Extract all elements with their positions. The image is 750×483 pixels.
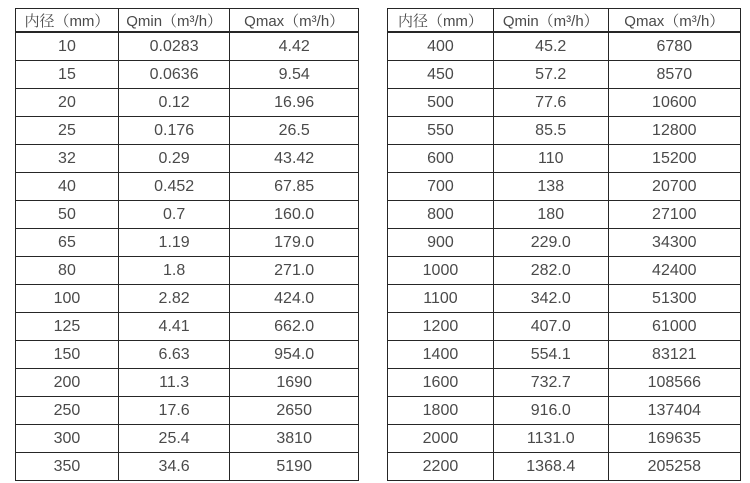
qmax-cell: 179.0 <box>230 229 359 257</box>
table-row <box>388 369 741 397</box>
qmin-cell: 4.41 <box>118 313 229 341</box>
qmin-cell: 342.0 <box>493 285 608 313</box>
qmax-cell: 160.0 <box>230 201 359 229</box>
diameter-cell: 700 <box>388 173 494 201</box>
table-header-row <box>388 9 741 33</box>
diameter-cell: 1800 <box>388 397 494 425</box>
table-row <box>388 453 741 481</box>
qmin-cell: 1131.0 <box>493 425 608 453</box>
qmax-cell: 205258 <box>608 453 740 481</box>
table-row <box>388 61 741 89</box>
diameter-cell: 32 <box>16 145 119 173</box>
diameter-cell: 450 <box>388 61 494 89</box>
diameter-cell: 10 <box>16 32 119 61</box>
diameter-cell: 20 <box>16 89 119 117</box>
qmin-cell: 1.19 <box>118 229 229 257</box>
qmin-cell: 1.8 <box>118 257 229 285</box>
qmin-column-header: Qmin（m³/h） <box>118 9 229 33</box>
diameter-cell: 500 <box>388 89 494 117</box>
qmax-cell: 4.42 <box>230 32 359 61</box>
table-row <box>388 117 741 145</box>
diameter-column-header: 内径（mm） <box>16 9 119 33</box>
diameter-cell: 50 <box>16 201 119 229</box>
diameter-cell: 1100 <box>388 285 494 313</box>
qmax-cell: 67.85 <box>230 173 359 201</box>
qmin-cell: 6.63 <box>118 341 229 369</box>
diameter-cell: 65 <box>16 229 119 257</box>
diameter-cell: 1400 <box>388 341 494 369</box>
diameter-cell: 125 <box>16 313 119 341</box>
qmin-cell: 110 <box>493 145 608 173</box>
diameter-column-header: 内径（mm） <box>388 9 494 33</box>
diameter-cell: 100 <box>16 285 119 313</box>
diameter-cell: 80 <box>16 257 119 285</box>
diameter-cell: 40 <box>16 173 119 201</box>
qmin-cell: 0.7 <box>118 201 229 229</box>
qmax-cell: 51300 <box>608 285 740 313</box>
qmin-cell: 1368.4 <box>493 453 608 481</box>
table-row <box>16 32 359 61</box>
table-row <box>388 313 741 341</box>
table-row <box>16 369 359 397</box>
table-row <box>388 285 741 313</box>
diameter-cell: 400 <box>388 32 494 61</box>
table-row <box>16 453 359 481</box>
qmin-cell: 180 <box>493 201 608 229</box>
qmax-cell: 137404 <box>608 397 740 425</box>
diameter-cell: 25 <box>16 117 119 145</box>
qmax-cell: 6780 <box>608 32 740 61</box>
qmax-cell: 43.42 <box>230 145 359 173</box>
table-row <box>16 201 359 229</box>
table-row <box>16 285 359 313</box>
table-row <box>16 145 359 173</box>
qmax-cell: 954.0 <box>230 341 359 369</box>
diameter-cell: 600 <box>388 145 494 173</box>
qmin-cell: 77.6 <box>493 89 608 117</box>
table-row <box>388 173 741 201</box>
table-row <box>16 425 359 453</box>
qmin-cell: 138 <box>493 173 608 201</box>
table-row <box>16 173 359 201</box>
table-row <box>388 32 741 61</box>
qmin-cell: 11.3 <box>118 369 229 397</box>
qmin-cell: 732.7 <box>493 369 608 397</box>
table-row <box>388 425 741 453</box>
diameter-cell: 200 <box>16 369 119 397</box>
table-row <box>16 397 359 425</box>
flow-spec-table-right <box>387 8 741 481</box>
table-row <box>388 201 741 229</box>
qmin-cell: 0.0283 <box>118 32 229 61</box>
qmax-cell: 1690 <box>230 369 359 397</box>
diameter-cell: 1000 <box>388 257 494 285</box>
qmax-cell: 2650 <box>230 397 359 425</box>
table-row <box>388 397 741 425</box>
qmin-cell: 554.1 <box>493 341 608 369</box>
qmax-cell: 15200 <box>608 145 740 173</box>
qmax-cell: 9.54 <box>230 61 359 89</box>
diameter-cell: 1200 <box>388 313 494 341</box>
qmax-cell: 424.0 <box>230 285 359 313</box>
qmin-cell: 34.6 <box>118 453 229 481</box>
table-row <box>16 61 359 89</box>
qmax-cell: 26.5 <box>230 117 359 145</box>
diameter-cell: 900 <box>388 229 494 257</box>
diameter-cell: 2200 <box>388 453 494 481</box>
diameter-cell: 800 <box>388 201 494 229</box>
diameter-cell: 1600 <box>388 369 494 397</box>
table-row <box>388 89 741 117</box>
qmax-column-header: Qmax（m³/h） <box>230 9 359 33</box>
diameter-cell: 15 <box>16 61 119 89</box>
qmin-cell: 57.2 <box>493 61 608 89</box>
qmin-cell: 85.5 <box>493 117 608 145</box>
table-row <box>388 341 741 369</box>
qmax-cell: 61000 <box>608 313 740 341</box>
qmax-column-header: Qmax（m³/h） <box>608 9 740 33</box>
table-row <box>16 341 359 369</box>
qmax-cell: 83121 <box>608 341 740 369</box>
table-row <box>16 89 359 117</box>
qmin-cell: 0.452 <box>118 173 229 201</box>
qmin-cell: 229.0 <box>493 229 608 257</box>
qmin-cell: 45.2 <box>493 32 608 61</box>
qmax-cell: 271.0 <box>230 257 359 285</box>
diameter-cell: 300 <box>16 425 119 453</box>
qmin-cell: 407.0 <box>493 313 608 341</box>
table-row <box>16 229 359 257</box>
qmax-cell: 16.96 <box>230 89 359 117</box>
table-row <box>16 313 359 341</box>
diameter-cell: 2000 <box>388 425 494 453</box>
qmax-cell: 3810 <box>230 425 359 453</box>
qmin-cell: 17.6 <box>118 397 229 425</box>
qmin-cell: 0.12 <box>118 89 229 117</box>
table-row <box>388 257 741 285</box>
diameter-cell: 250 <box>16 397 119 425</box>
table-row <box>16 117 359 145</box>
qmin-column-header: Qmin（m³/h） <box>493 9 608 33</box>
qmax-cell: 8570 <box>608 61 740 89</box>
qmax-cell: 12800 <box>608 117 740 145</box>
qmax-cell: 42400 <box>608 257 740 285</box>
qmax-cell: 27100 <box>608 201 740 229</box>
qmin-cell: 282.0 <box>493 257 608 285</box>
diameter-cell: 550 <box>388 117 494 145</box>
diameter-cell: 150 <box>16 341 119 369</box>
table-row <box>16 257 359 285</box>
qmin-cell: 0.0636 <box>118 61 229 89</box>
qmin-cell: 2.82 <box>118 285 229 313</box>
qmin-cell: 0.176 <box>118 117 229 145</box>
table-header-row <box>16 9 359 33</box>
qmax-cell: 169635 <box>608 425 740 453</box>
qmax-cell: 10600 <box>608 89 740 117</box>
qmax-cell: 108566 <box>608 369 740 397</box>
qmin-cell: 25.4 <box>118 425 229 453</box>
table-row <box>388 229 741 257</box>
flow-spec-table-left <box>15 8 359 481</box>
table-row <box>388 145 741 173</box>
qmax-cell: 5190 <box>230 453 359 481</box>
qmax-cell: 34300 <box>608 229 740 257</box>
qmax-cell: 662.0 <box>230 313 359 341</box>
qmin-cell: 916.0 <box>493 397 608 425</box>
diameter-cell: 350 <box>16 453 119 481</box>
qmin-cell: 0.29 <box>118 145 229 173</box>
qmax-cell: 20700 <box>608 173 740 201</box>
